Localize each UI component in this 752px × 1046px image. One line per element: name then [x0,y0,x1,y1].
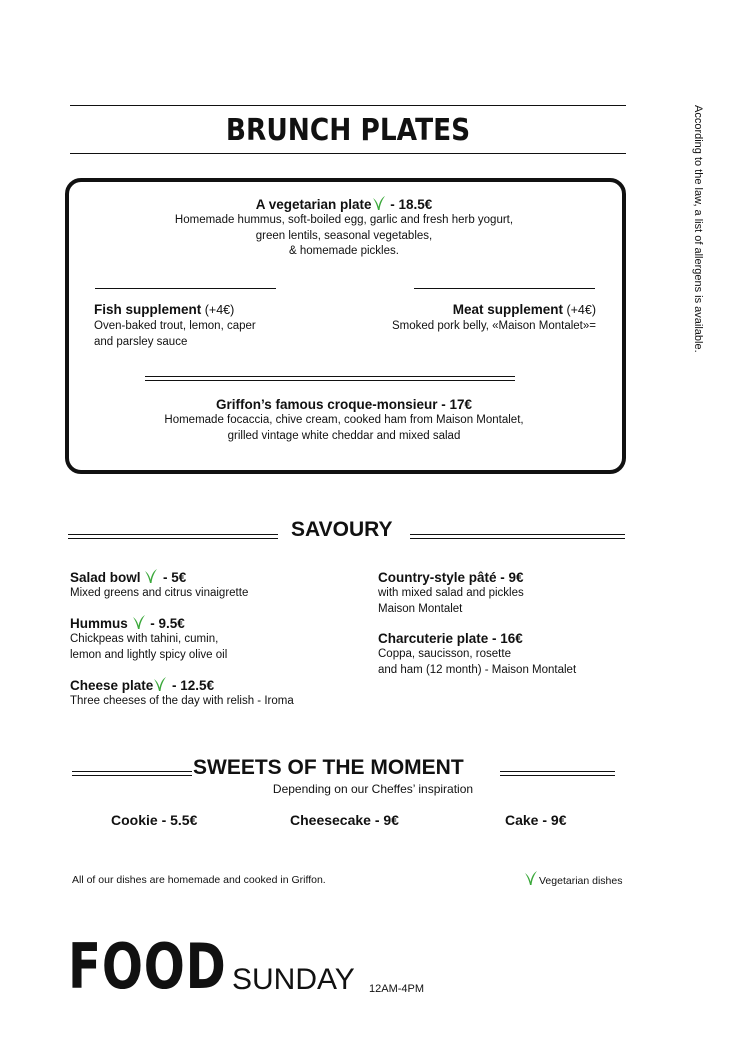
double-divider [72,771,192,776]
dish-name: A vegetarian plate [255,197,372,212]
vegetarian-legend-label: Vegetarian dishes [539,875,623,887]
dish-extra-price: (+4€) [201,303,235,317]
vegetarian-legend [524,871,622,887]
croque-monsieur-item [70,396,618,444]
fish-supplement-item [94,301,354,350]
dish-price: - 5€ [159,570,187,585]
day-label: SUNDAY [232,963,355,996]
divider [95,288,276,289]
dish-name: Meat supplement [452,302,563,317]
section-title-sweets: SWEETS OF THE MOMENT [193,756,464,779]
double-divider [500,771,615,776]
dish-desc: lemon and lightly spicy olive oil [70,648,228,661]
dish-price: - 18.5€ [386,197,433,212]
dish-name: Fish supplement [94,302,202,317]
double-divider [145,376,515,381]
dish-name: Hummus [70,616,128,631]
vegetarian-leaf-icon [373,196,385,210]
dish-desc: Oven-baked trout, lemon, caper [94,320,256,332]
dish-name: Charcuterie plate - 16€ [378,631,523,646]
vegetarian-leaf-icon [154,677,166,691]
dish-desc: and parsley sauce [94,335,188,348]
vegetarian-leaf-icon [145,569,157,583]
double-divider [68,534,278,539]
dish-desc: Chickpeas with tahini, cumin, [70,633,219,645]
dish-name: Griffon’s famous croque-monsieur - 17€ [215,397,473,412]
sweet-item: Cake - 9€ [505,812,567,828]
dish-desc: green lentils, seasonal vegetables, [255,229,433,242]
dish-desc: Homemade focaccia, chive cream, cooked ham from Maison Montalet, [164,414,524,426]
meat-supplement-item [340,301,596,335]
dish-desc: Coppa, saucisson, rosette [378,648,511,660]
sweets-subtitle: Depending on our Cheffes’ inspiration [272,782,474,796]
dish-desc: & homemade pickles. [289,245,399,257]
dish-name: Country-style pâté - 9€ [378,570,524,585]
dish-desc: with mixed salad and pickles [378,587,524,599]
savoury-right-item [378,569,524,617]
header-bottom-rule [70,153,626,154]
sweet-item: Cheesecake - 9€ [290,812,399,828]
dish-name: Cheese plate [70,678,154,693]
hours-label: 12AM-4PM [369,983,425,995]
dish-price: - 12.5€ [168,678,215,693]
divider [414,288,595,289]
sweet-item: Cookie - 5.5€ [111,812,198,828]
dish-extra-price: (+4€) [562,303,596,317]
savoury-left-item [70,569,248,602]
dish-desc: and ham (12 month) - Maison Montalet [378,663,577,676]
dish-name: Salad bowl [70,570,141,585]
allergen-side-note: According to the law, a list of allergens is available. [692,105,704,353]
header-top-rule [70,105,626,106]
vegetarian-leaf-icon [133,615,145,629]
dish-desc: Three cheeses of the day with relish - Iroma [70,695,294,707]
food-heading: FOOD [68,930,227,1003]
section-title-savoury: SAVOURY [291,518,393,541]
vegetarian-plate-item [70,196,618,260]
homemade-note: All of our dishes are homemade and cooked in Griffon. [72,874,326,886]
dish-desc: Maison Montalet [378,602,463,615]
savoury-left-item [70,677,294,710]
dish-desc: Mixed greens and citrus vinaigrette [70,587,249,599]
dish-desc: Smoked pork belly, «Maison Montalet»= [391,320,596,332]
dish-desc: grilled vintage white cheddar and mixed salad [227,429,461,442]
dish-desc: Homemade hummus, soft-boiled egg, garlic and fresh herb yogurt, [174,214,514,226]
double-divider [410,534,625,539]
vegetarian-leaf-icon [525,871,537,885]
savoury-right-item [378,630,576,678]
dish-price: - 9.5€ [146,616,185,631]
page-title: BRUNCH PLATES [225,113,471,148]
savoury-left-item [70,615,227,663]
